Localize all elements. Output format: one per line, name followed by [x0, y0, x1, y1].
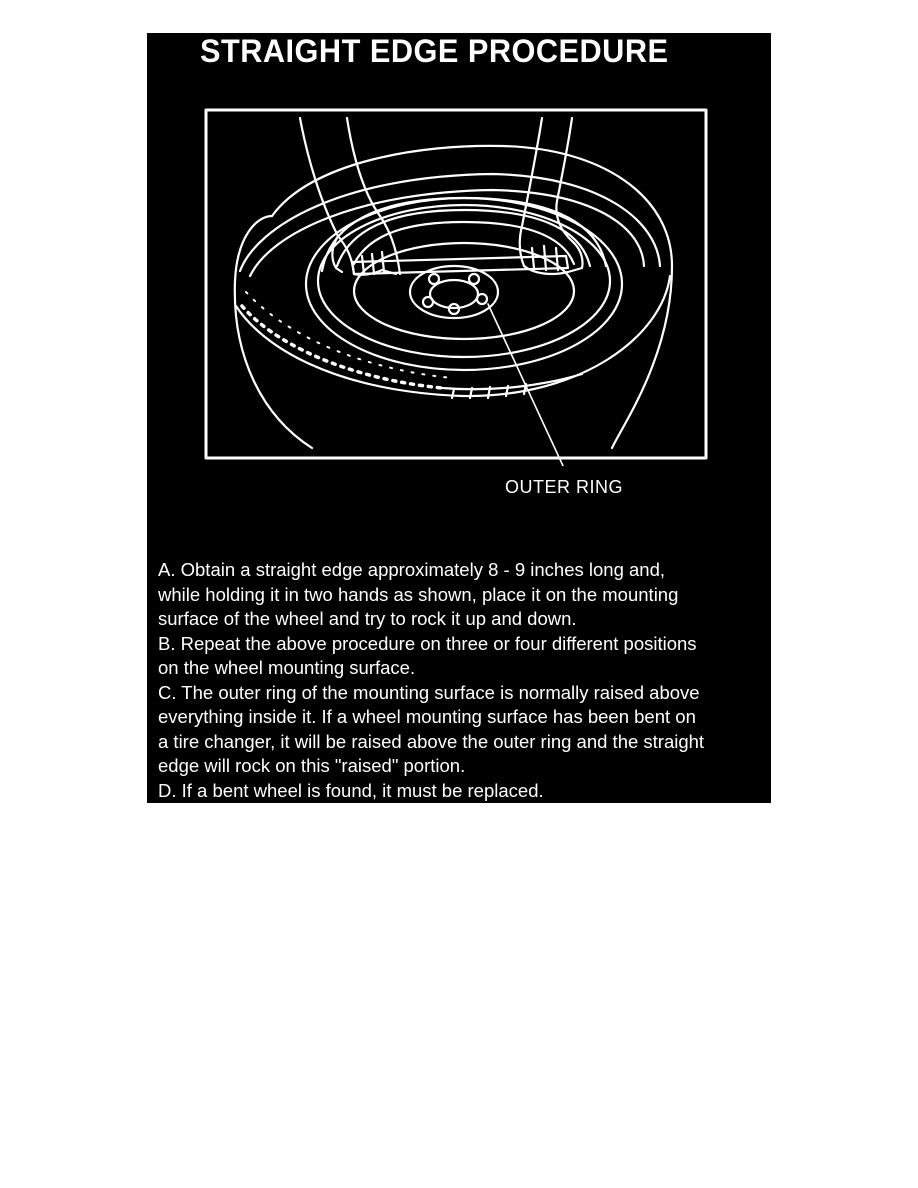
step-line: while holding it in two hands as shown, place it on the mounting: [158, 583, 679, 605]
wheel-illustration: [202, 106, 712, 466]
step-line: a tire changer, it will be raised above the outer ring and the straight: [158, 730, 705, 752]
step-line: B. Repeat the above procedure on three or four different positions: [158, 632, 697, 654]
procedure-steps: [158, 558, 770, 803]
illustration-frame: [206, 110, 706, 458]
step-line: edge will rock on this "raised" portion.: [158, 755, 466, 776]
step-line: everything inside it. If a wheel mounting surface has been bent on: [158, 706, 696, 727]
left-hand-icon: [300, 118, 400, 275]
step-line: D. If a bent wheel is found, it must be replaced.: [158, 779, 544, 801]
step-item: [158, 632, 770, 681]
wheel-rim-icon: [306, 198, 622, 370]
page-title: STRAIGHT EDGE PROCEDURE: [200, 33, 669, 69]
step-line: A. Obtain a straight edge approximately 8 - 9 inches long and,: [158, 559, 665, 580]
step-line: surface of the wheel and try to rock it up and down.: [158, 608, 577, 629]
step-item: [158, 779, 770, 804]
step-item: [158, 681, 770, 779]
step-line: C. The outer ring of the mounting surface is normally raised above: [158, 681, 700, 703]
outer-ring-callout: OUTER RING: [505, 477, 624, 497]
step-line: on the wheel mounting surface.: [158, 657, 416, 678]
procedure-panel: [147, 33, 771, 803]
step-item: [158, 558, 770, 632]
